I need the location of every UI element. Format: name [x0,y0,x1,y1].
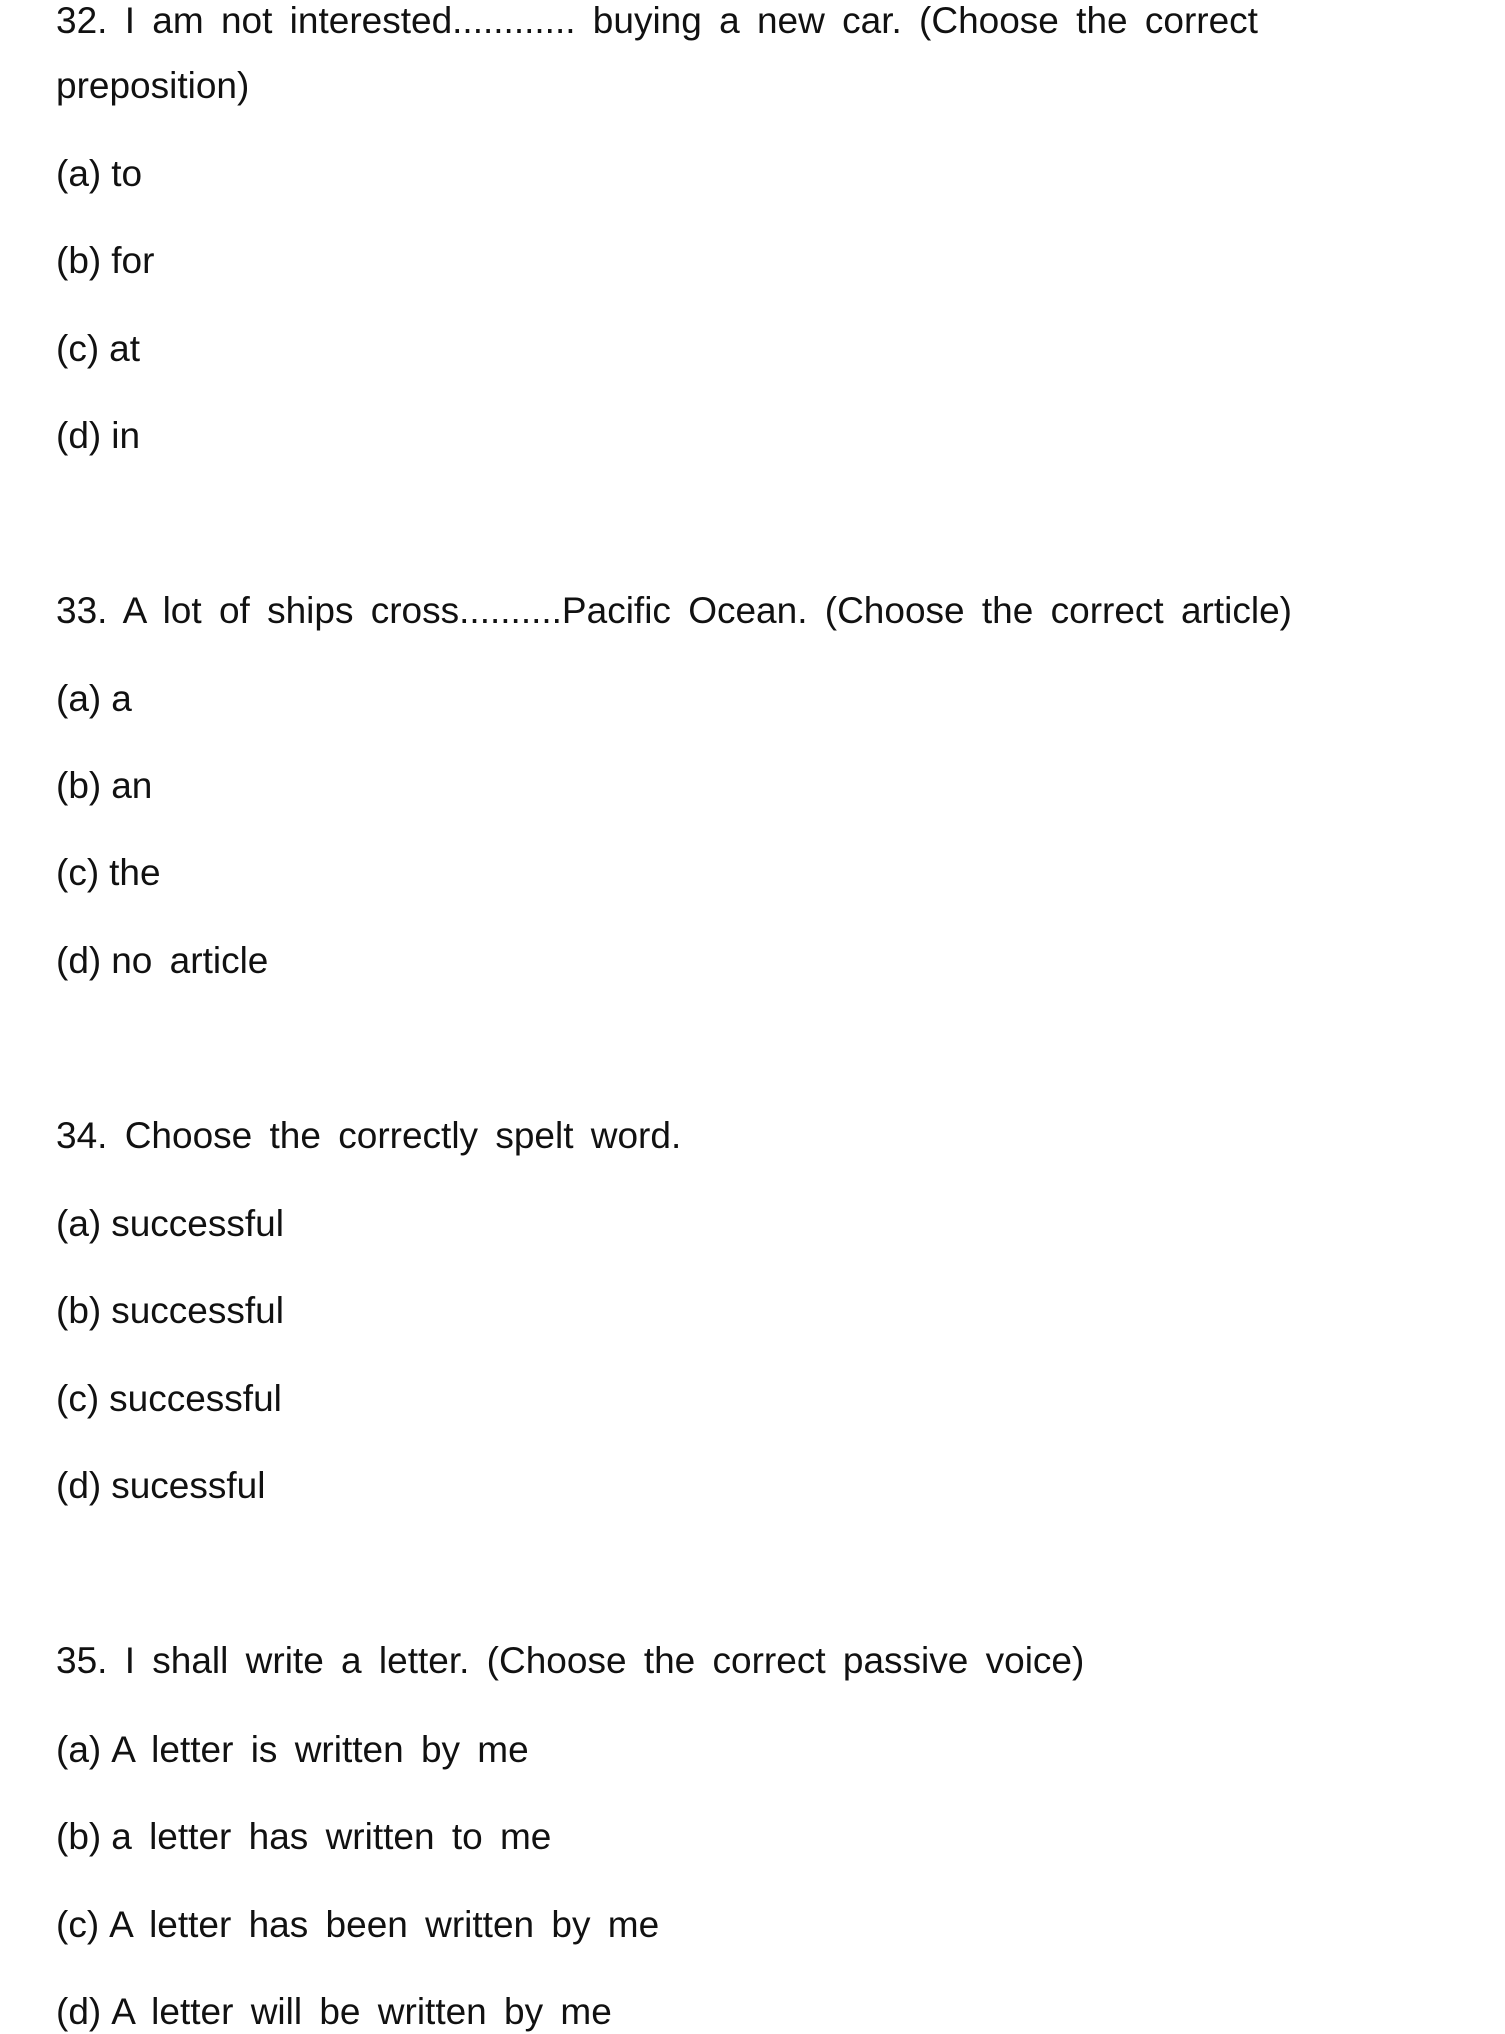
option-c [56,851,161,895]
option-label: (d) [56,940,102,981]
option-text: sucessful [111,1465,266,1506]
option-label: (b) [56,240,102,281]
option-d [56,414,140,458]
option-label: (a) [56,1729,102,1770]
option-label: (a) [56,1203,102,1244]
option-d [56,1990,612,2034]
option-text: no article [111,940,269,981]
option-text: to [111,153,143,194]
option-d [56,939,268,983]
option-c [56,327,140,371]
question-stem: 33. A lot of ships cross..........Pacific Ocean. (Choose the correct article) [56,590,1292,631]
question-stem-continued: preposition) [56,65,250,106]
question-stem: 34. Choose the correctly spelt word. [56,1115,682,1156]
option-label: (d) [56,1991,102,2032]
option-b [56,1815,551,1859]
option-label: (b) [56,1290,102,1331]
option-label: (b) [56,1816,102,1857]
option-label: (c) [56,1378,100,1419]
option-a [56,1202,284,1246]
option-a [56,1728,529,1772]
option-text: successful [111,1203,284,1244]
option-text: A letter has been written by me [109,1904,660,1945]
option-label: (c) [56,852,100,893]
option-label: (d) [56,1465,102,1506]
option-text: at [109,328,141,369]
option-label: (c) [56,328,100,369]
option-text: in [111,415,141,456]
option-text: a letter has written to me [111,1816,552,1857]
question-stem: 35. I shall write a letter. (Choose the correct passive voice) [56,1640,1085,1681]
option-label: (a) [56,153,102,194]
option-text: successful [111,1290,284,1331]
question-stem: 32. I am not interested............ buying a new car. (Choose the correct [56,0,1258,41]
option-c [56,1377,282,1421]
option-text: a [111,678,132,719]
option-b [56,239,154,283]
option-label: (a) [56,678,102,719]
option-text: the [109,852,161,893]
option-a [56,677,132,721]
option-a [56,152,142,196]
option-d [56,1464,265,1508]
option-text: for [111,240,155,281]
option-b [56,764,152,808]
option-label: (d) [56,415,102,456]
option-text: A letter will be written by me [111,1991,612,2032]
option-text: A letter is written by me [111,1729,529,1770]
option-text: successful [109,1378,282,1419]
option-b [56,1289,284,1333]
option-label: (b) [56,765,102,806]
option-text: an [111,765,153,806]
option-c [56,1903,659,1947]
option-label: (c) [56,1904,100,1945]
